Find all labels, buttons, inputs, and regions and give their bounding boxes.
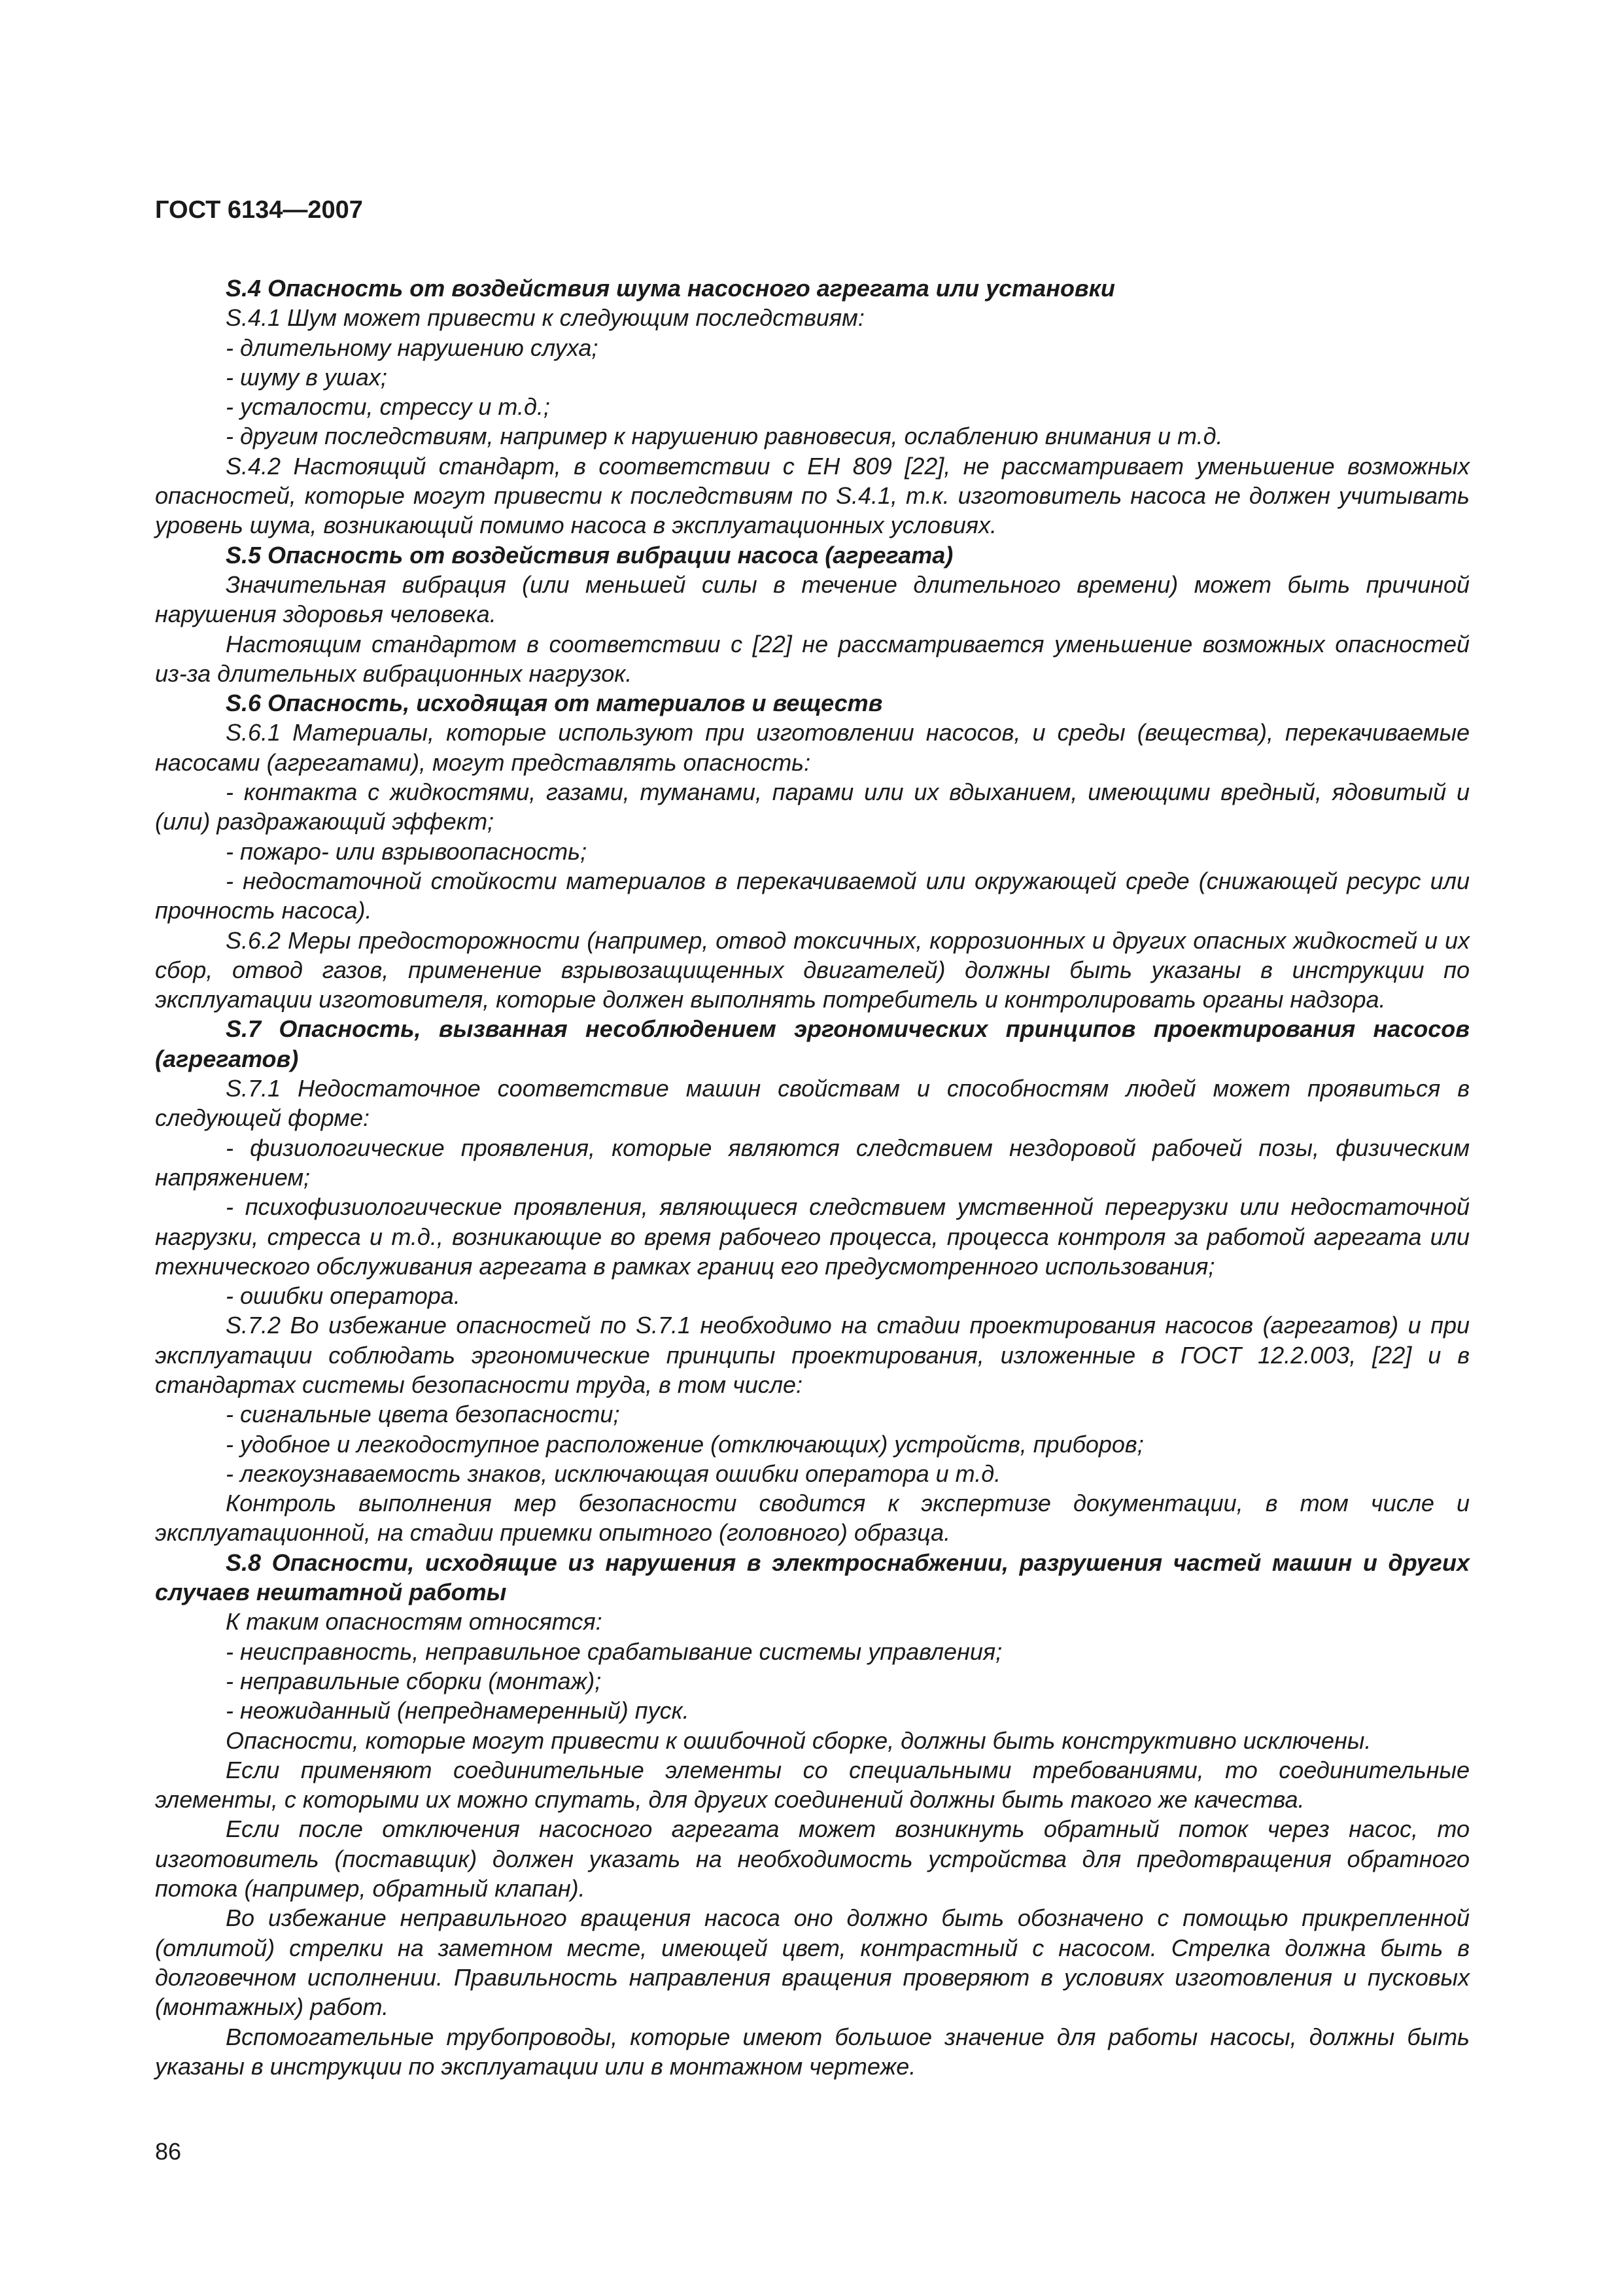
paragraph: - недостаточной стойкости материалов в перекачиваемой или окружающей среде (снижающей ресурс или прочность насоса).	[155, 867, 1470, 924]
paragraph: - ошибки оператора.	[226, 1282, 460, 1310]
paragraph: - пожаро- или взрывоопасность;	[226, 837, 587, 865]
section-heading: S.6 Опасность, исходящая от материалов и веществ	[226, 690, 883, 717]
paragraph: Значительная вибрация (или меньшей силы в течение длительного времени) может быть причиной нарушения здоровья человека.	[155, 570, 1470, 628]
section-heading: S.7 Опасность, вызванная несоблюдением эргономических принципов проектирования насосов (агрегатов)	[155, 1015, 1470, 1072]
paragraph: S.7.2 Во избежание опасностей по S.7.1 необходимо на стадии проектирования насосов (агрегатов) и при эксплуатации соблюдать эргономические принципы проектирования, изложенные в ГОСТ 12.2.003, [22] и в стандартах системы безопасности труда, в том числе:	[155, 1312, 1470, 1398]
paragraph: - неожиданный (непреднамеренный) пуск.	[226, 1697, 689, 1725]
paragraph: - другим последствиям, например к нарушению равновесия, ослаблению внимания и т.д.	[226, 423, 1223, 450]
document-header: ГОСТ 6134—2007	[155, 196, 363, 224]
paragraph: - сигнальные цвета безопасности;	[226, 1401, 620, 1428]
section-heading: S.8 Опасности, исходящие из нарушения в электроснабжении, разрушения частей машин и других случаев нештатной работы	[155, 1549, 1470, 1606]
paragraph: - психофизиологические проявления, являющиеся следствием умственной перегрузки или недостаточной нагрузки, стресса и т.д., возникающие во время рабочего процесса, процесса контроля за работой агрегата или технического обслуживания агрегата в рамках границ его предусмотренного использования;	[155, 1193, 1470, 1280]
paragraph: Настоящим стандартом в соответствии с [22] не рассматривается уменьшение возможных опасностей из-за длительных вибрационных нагрузок.	[155, 630, 1470, 687]
paragraph: S.7.1 Недостаточное соответствие машин свойствам и способностям людей может проявиться в следующей форме:	[155, 1075, 1470, 1132]
paragraph: - длительному нарушению слуха;	[226, 334, 598, 361]
paragraph: - усталости, стрессу и т.д.;	[226, 393, 550, 421]
paragraph: Опасности, которые могут привести к ошибочной сборке, должны быть конструктивно исключены.	[226, 1726, 1372, 1754]
paragraph: - неисправность, неправильное срабатывание системы управления;	[226, 1638, 1003, 1665]
section-heading: S.5 Опасность от воздействия вибрации насоса (агрегата)	[226, 541, 954, 569]
page-number: 86	[155, 2138, 182, 2165]
section-heading: S.4 Опасность от воздействия шума насосного агрегата или установки	[226, 275, 1115, 302]
paragraph: S.6.1 Материалы, которые используют при изготовлении насосов, и среды (вещества), перекачиваемые насосами (агрегатами), могут представлять опасность:	[155, 719, 1470, 776]
paragraph: - легкоузнаваемость знаков, исключающая ошибки оператора и т.д.	[226, 1460, 1001, 1487]
paragraph: - контакта с жидкостями, газами, туманами, парами или их вдыханием, имеющими вредный, ядовитый и (или) раздражающий эффект;	[155, 779, 1470, 835]
paragraph: - удобное и легкодоступное расположение (отключающих) устройств, приборов;	[226, 1430, 1144, 1458]
paragraph: S.4.2 Настоящий стандарт, в соответствии с ЕН 809 [22], не рассматривает уменьшение возможных опасностей, которые могут привести к последствиям по S.4.1, т.к. изготовитель насоса не должен учитывать уровень шума, возникающий помимо насоса в эксплуатационных условиях.	[155, 452, 1470, 539]
paragraph: - шуму в ушах;	[226, 363, 387, 391]
paragraph: Если после отключения насосного агрегата может возникнуть обратный поток через насос, то изготовитель (поставщик) должен указать на необходимость устройства для предотвращения обратного потока (например, обратный клапан).	[155, 1815, 1470, 1902]
paragraph: Если применяют соединительные элементы со специальными требованиями, то соединительные элементы, с которыми их можно спутать, для других соединений должны быть такого же качества.	[155, 1756, 1470, 1813]
paragraph: - неправильные сборки (монтаж);	[226, 1667, 602, 1694]
paragraph: S.4.1 Шум может привести к следующим последствиям:	[226, 304, 865, 332]
document-body	[155, 273, 1470, 2081]
paragraph: Вспомогательные трубопроводы, которые имеют большое значение для работы насосы, должны быть указаны в инструкции по эксплуатации или в монтажном чертеже.	[155, 2023, 1470, 2080]
paragraph: К таким опасностям относятся:	[226, 1608, 602, 1636]
paragraph: - физиологические проявления, которые являются следствием нездоровой рабочей позы, физическим напряжением;	[155, 1134, 1470, 1191]
paragraph: Во избежание неправильного вращения насоса оно должно быть обозначено с помощью прикрепленной (отлитой) стрелки на заметном месте, имеющей цвет, контрастный с насосом. Стрелка должна быть в долговечном исполнении. Правильность направления вращения проверяют в условиях изготовления и пусковых (монтажных) работ.	[155, 1904, 1470, 2021]
paragraph: Контроль выполнения мер безопасности сводится к экспертизе документации, в том числе и эксплуатационной, на стадии приемки опытного (головного) образца.	[155, 1490, 1470, 1547]
paragraph: S.6.2 Меры предосторожности (например, отвод токсичных, коррозионных и других опасных жидкостей и их сбор, отвод газов, применение взрывозащищенных двигателей) должны быть указаны в инструкции по эксплуатации изготовителя, которые должен выполнять потребитель и контролировать органы надзора.	[155, 926, 1470, 1013]
